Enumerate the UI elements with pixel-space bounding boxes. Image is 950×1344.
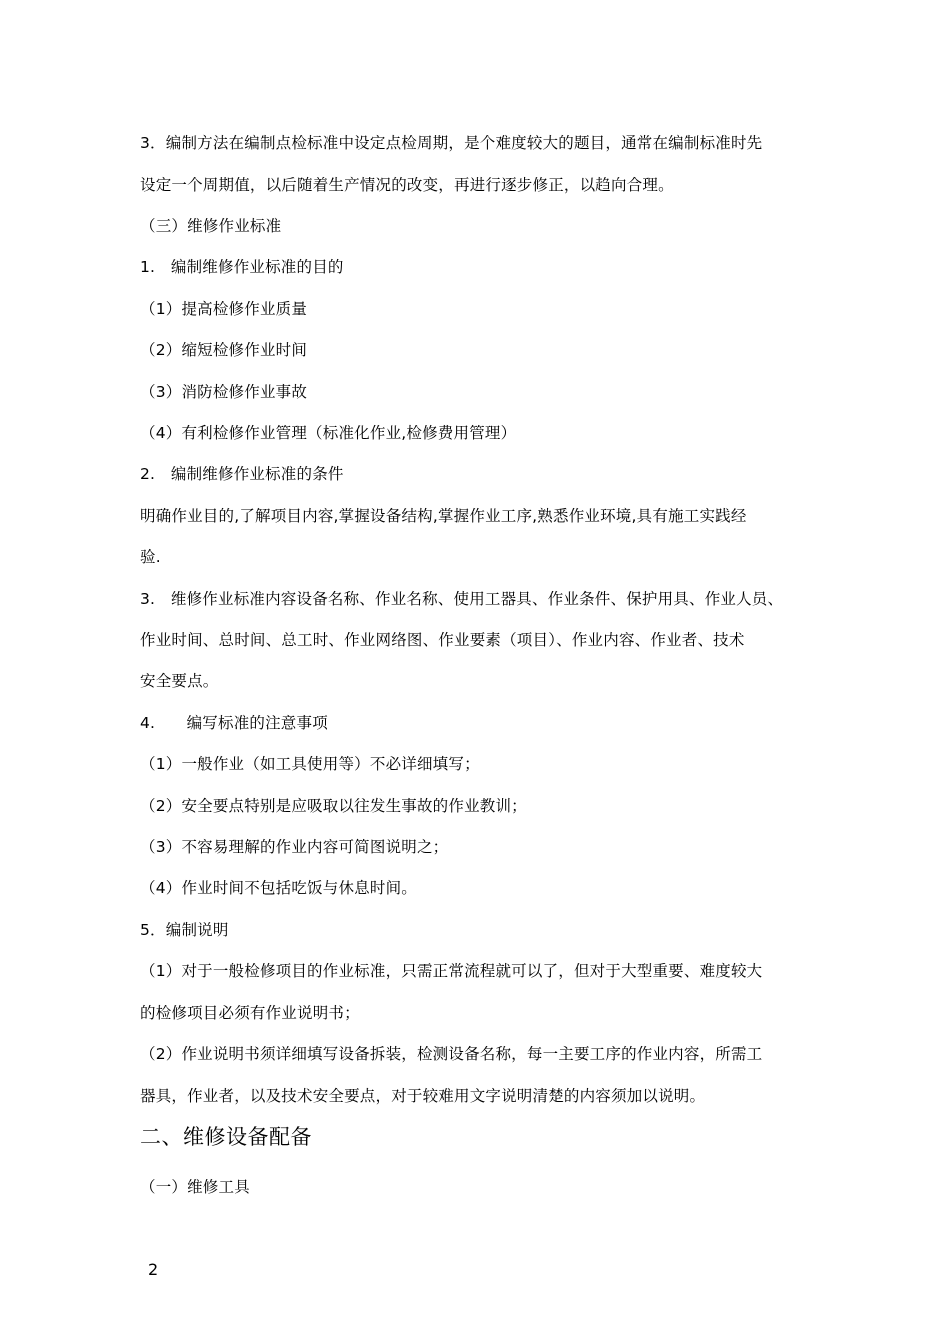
text-line: 3．编制方法在编制点检标准中设定点检周期，是个难度较大的题目，通常在编制标准时先	[140, 134, 763, 152]
text-line: 5．编制说明	[140, 921, 229, 939]
text-line: （2）缩短检修作业时间	[140, 341, 308, 359]
text-line: 3. 维修作业标准内容设备名称、作业名称、使用工器具、作业条件、保护用具、作业人员、	[140, 590, 784, 608]
subsection-heading: （一）维修工具	[140, 1178, 250, 1196]
section-heading: 二、维修设备配备	[140, 1125, 312, 1149]
text-line: （三）维修作业标准	[140, 217, 282, 235]
text-line: （1）提高检修作业质量	[140, 300, 308, 318]
text-line: （4）有利检修作业管理（标准化作业,检修费用管理）	[140, 424, 517, 442]
text-line: （1）对于一般检修项目的作业标准，只需正常流程就可以了，但对于大型重要、难度较大	[140, 962, 763, 980]
text-line: 1. 编制维修作业标准的目的	[140, 258, 344, 276]
text-line: （3）消防检修作业事故	[140, 383, 308, 401]
text-line: 设定一个周期值，以后随着生产情况的改变，再进行逐步修正，以趋向合理。	[140, 176, 674, 194]
text-line: 器具，作业者，以及技术安全要点，对于较难用文字说明清楚的内容须加以说明。	[140, 1087, 706, 1105]
text-line: （1）一般作业（如工具使用等）不必详细填写；	[140, 755, 480, 773]
text-line: 明确作业目的,了解项目内容,掌握设备结构,掌握作业工序,熟悉作业环境,具有施工实践经	[140, 507, 747, 525]
text-line: 安全要点。	[140, 672, 219, 690]
page-number: 2	[148, 1260, 159, 1279]
text-line: 4. 编写标准的注意事项	[140, 714, 328, 732]
text-line: 作业时间、总时间、总工时、作业网络图、作业要素（项目）、作业内容、作业者、技术	[140, 631, 745, 649]
text-line: 验.	[140, 548, 161, 566]
text-line: （2）作业说明书须详细填写设备拆装，检测设备名称，每一主要工序的作业内容，所需工	[140, 1045, 763, 1063]
text-line: （4）作业时间不包括吃饭与休息时间。	[140, 879, 417, 897]
text-line: 2. 编制维修作业标准的条件	[140, 465, 344, 483]
text-line: （2）安全要点特别是应吸取以往发生事故的作业教训；	[140, 797, 527, 815]
text-line: （3）不容易理解的作业内容可简图说明之；	[140, 838, 449, 856]
text-line: 的检修项目必须有作业说明书；	[140, 1004, 360, 1022]
